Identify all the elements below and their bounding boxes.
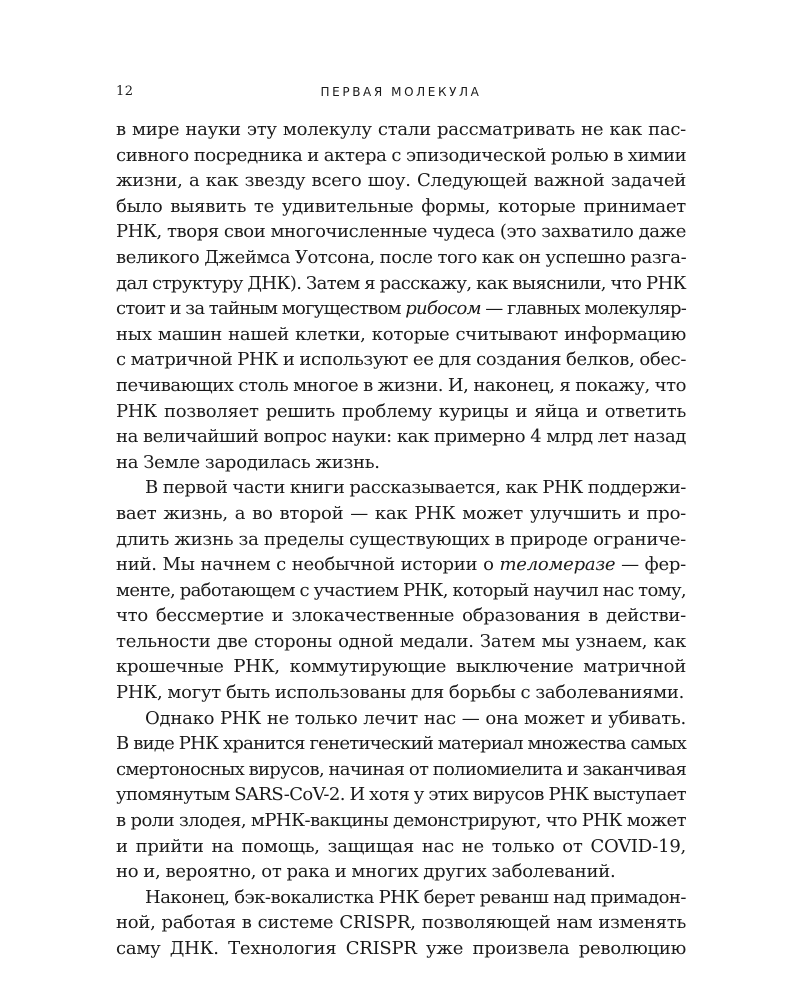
text-line: великого Джеймса Уотсона, после того как он успешно разга- xyxy=(116,246,687,268)
text-run: ний. Мы начнем с необычной истории о xyxy=(116,554,500,576)
text-line: РНК позволяет решить проблему курицы и яйца и ответить xyxy=(116,400,686,422)
text-line: менте, работающем с участием РНК, который научил нас тому, xyxy=(116,579,686,601)
text-run: — фер- xyxy=(615,554,686,576)
text-line: вает жизнь, а во второй — как РНК может улучшить и про- xyxy=(116,502,686,524)
text-line: РНК, могут быть использованы для борьбы с заболеваниями. xyxy=(116,682,685,704)
text-line: что бессмертие и злокачественные образования в действи- xyxy=(116,605,686,627)
body-text xyxy=(116,117,686,962)
text-line: с матричной РНК и используют ее для создания белков, обес- xyxy=(116,349,687,371)
page-number: 12 xyxy=(116,84,134,99)
text-line: печивающих столь многое в жизни. И, наконец, я покажу, что xyxy=(116,374,686,396)
book-title: ПЕРВАЯ МОЛЕКУЛА xyxy=(320,85,482,99)
italic-term-telomerase: теломеразе xyxy=(499,554,616,576)
text-line: на Земле зародилась жизнь. xyxy=(116,451,380,473)
text-line: дал структуру ДНК). Затем я расскажу, как выяснили, что РНК xyxy=(116,272,686,294)
text-line: в роли злодея, мРНК-вакцины демонстрируют, что РНК может xyxy=(116,810,686,832)
text-line: В первой части книги рассказывается, как РНК поддержи- xyxy=(145,477,686,499)
text-line: ных машин нашей клетки, которые считывают информацию xyxy=(116,323,686,345)
text-line: В виде РНК хранится генетический материал множества самых xyxy=(116,733,686,755)
text-line: на величайший вопрос науки: как примерно 4 млрд лет назад xyxy=(116,426,686,448)
text-line: саму ДНК. Технология CRISPR уже произвела революцию xyxy=(116,938,686,959)
text-line: было выявить те удивительные формы, которые принимает xyxy=(116,195,686,217)
text-line: сивного посредника и актера с эпизодической ролью в химии xyxy=(116,144,687,166)
text-line xyxy=(116,296,686,322)
text-run: стоит и за тайным могуществом xyxy=(116,298,406,320)
text-line: упомянутым SARS-CoV-2. И хотя у этих вирусов РНК выступает xyxy=(116,784,687,806)
text-line xyxy=(116,552,686,578)
italic-term-ribosome: рибосом xyxy=(405,298,481,320)
text-line: ной, работая в системе CRISPR, позволяющей нам изменять xyxy=(116,912,686,934)
text-line: Наконец, бэк-вокалистка РНК берет реванш над примадон- xyxy=(145,886,686,908)
text-line: крошечные РНК, коммутирующие выключение матричной xyxy=(116,656,686,678)
text-line: в мире науки эту молекулу стали рассматривать не как пас- xyxy=(116,119,686,140)
running-head xyxy=(116,84,686,104)
text-line: длить жизнь за пределы существующих в природе ограниче- xyxy=(116,528,686,550)
text-line: и прийти на помощь, защищая нас не только от COVID-19, xyxy=(116,835,686,857)
text-run: — главных молекуляр- xyxy=(480,298,687,320)
text-line: РНК, творя свои многочисленные чудеса (это захватило даже xyxy=(116,221,686,243)
text-line: смертоносных вирусов, начиная от полиомиелита и заканчивая xyxy=(116,758,687,780)
text-line: тельности две стороны одной медали. Затем мы узнаем, как xyxy=(116,630,686,652)
text-line: Однако РНК не только лечит нас — она может и убивать. xyxy=(145,707,686,729)
text-line: но и, вероятно, от рака и многих других заболеваний. xyxy=(116,861,616,883)
text-line: жизни, а как звезду всего шоу. Следующей важной задачей xyxy=(116,170,686,192)
